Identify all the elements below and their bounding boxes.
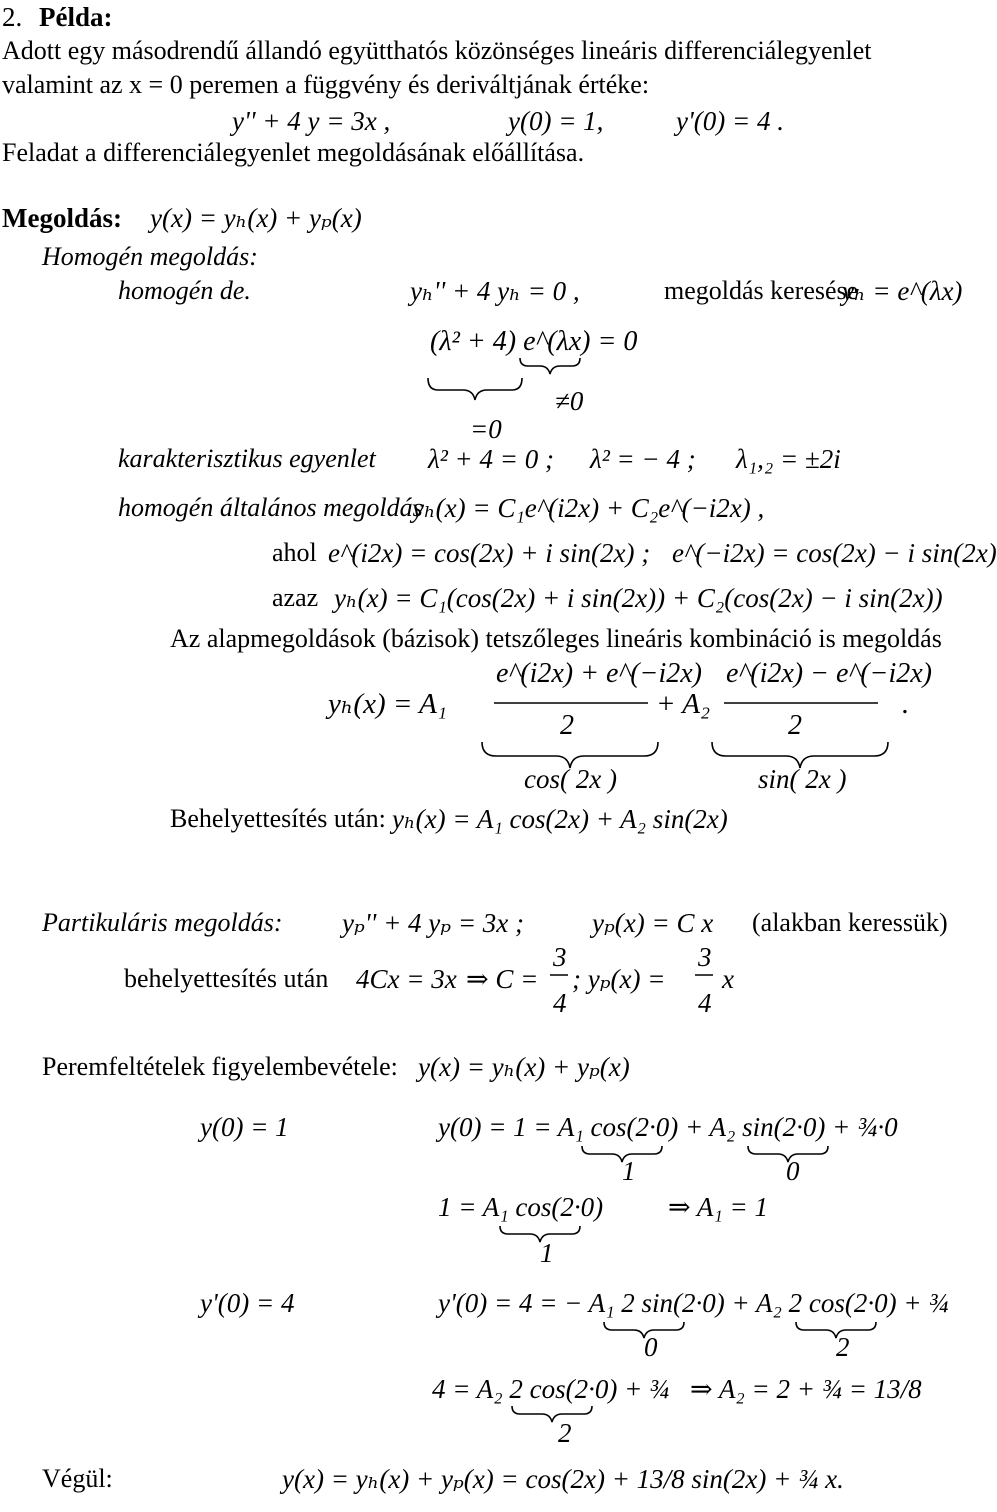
condition-2-brace-value-1: 0 <box>644 1332 658 1362</box>
brace-label-sin: sin( 2x ) <box>758 764 847 794</box>
underbrace-factor <box>428 378 522 400</box>
particular-substitution-label: behelyettesítés után <box>124 964 329 993</box>
combination-denominator-2: 2 <box>788 710 802 741</box>
ahol-label: ahol <box>272 538 317 567</box>
combination-denominator-1: 2 <box>560 710 574 741</box>
not-zero-mark: ≠0 <box>555 386 584 416</box>
particular-equation: yₚ'' + 4 yₚ = 3x ; <box>342 908 525 938</box>
particular-ansatz: yₚ(x) = C x <box>592 908 714 938</box>
final-label: Végül: <box>42 1464 113 1493</box>
condition-2-result: 4 = A₂ 2 cos(2·0) + ¾ <box>432 1374 670 1404</box>
equals-zero-mark: =0 <box>470 414 502 444</box>
condition-2: y'(0) = 4 <box>200 1288 295 1318</box>
general-solution-label: homogén általános megoldás <box>118 493 423 522</box>
given-condition-1: y(0) = 1, <box>508 106 604 136</box>
intro-line-2: valamint az x = 0 peremen a függvény és deriváltjának értéke: <box>2 70 650 99</box>
basis-text: Az alapmegoldások (bázisok) tetszőleges lineáris kombináció is megoldás <box>170 624 942 653</box>
characteristic-eq-3: λ₁,₂ = ±2i <box>736 444 841 474</box>
particular-result-x: x <box>722 964 734 994</box>
final-equation: y(x) = yₕ(x) + yₚ(x) = cos(2x) + 13/8 sin(2x) + ¾ x. <box>282 1464 844 1494</box>
euler-formula-2: e^(−i2x) = cos(2x) − i sin(2x) <box>672 538 997 568</box>
condition-2-brace-value-3: 2 <box>558 1418 572 1448</box>
characteristic-eq-2: λ² = − 4 ; <box>590 444 696 474</box>
underbrace-c2-result <box>512 1406 592 1422</box>
substitution-equation: yₕ(x) = A₁ cos(2x) + A₂ sin(2x) <box>392 804 728 834</box>
condition-1-final: ⇒ A₁ = 1 <box>668 1192 768 1222</box>
condition-1-equation: y(0) = 1 = A₁ cos(2·0) + A₂ sin(2·0) + ¾·0 <box>438 1112 898 1142</box>
factor-equation: (λ² + 4) e^(λx) = 0 <box>430 326 638 357</box>
combination-numerator-1: e^(i2x) + e^(−i2x) <box>496 658 702 689</box>
given-condition-2: y'(0) = 4 . <box>676 106 784 136</box>
boundary-heading-equation: y(x) = yₕ(x) + yₚ(x) <box>418 1052 630 1082</box>
combination-plus: + A₂ <box>656 688 711 720</box>
underbrace-exponential <box>520 358 580 374</box>
condition-1-brace-value-1: 1 <box>622 1156 636 1186</box>
homogeneous-de-label: homogén de. <box>118 276 251 305</box>
example-heading <box>2 4 113 31</box>
solution-equation: y(x) = yₕ(x) + yₚ(x) <box>150 203 362 233</box>
example-label: Példa: <box>39 2 113 32</box>
intro-line-1: Adott egy másodrendű állandó együtthatós közönséges lineáris differenciálegyenlet <box>2 36 872 65</box>
condition-1: y(0) = 1 <box>200 1112 289 1142</box>
characteristic-label: karakterisztikus egyenlet <box>118 444 376 473</box>
solution-label: Megoldás: <box>2 203 122 233</box>
homogeneous-de-equation: yₕ'' + 4 yₕ = 0 , <box>410 276 580 306</box>
condition-1-result: 1 = A₁ cos(2·0) <box>438 1192 604 1222</box>
azaz-label: azaz <box>272 583 319 612</box>
search-equation: yₕ = e^(λx) <box>842 276 963 306</box>
particular-heading: Partikuláris megoldás: <box>42 908 283 937</box>
general-solution-equation: yₕ(x) = C₁e^(i2x) + C₂e^(−i2x) , <box>412 493 765 523</box>
brace-label-cos: cos( 2x ) <box>524 764 617 794</box>
particular-frac-numerator-2: 3 <box>698 942 712 972</box>
particular-result-c: ⇒ C = <box>466 964 539 994</box>
condition-1-brace-value-3: 1 <box>540 1238 554 1268</box>
azaz-equation: yₕ(x) = C₁(cos(2x) + i sin(2x)) + C₂(cos(2x) − i sin(2x)) <box>334 583 943 613</box>
euler-formula-1: e^(i2x) = cos(2x) + i sin(2x) ; <box>328 538 651 568</box>
example-number: 2. <box>2 2 23 32</box>
particular-frac-denominator-1: 4 <box>553 988 567 1018</box>
combination-numerator-2: e^(i2x) − e^(−i2x) <box>726 658 932 689</box>
particular-frac-numerator-1: 3 <box>553 942 567 972</box>
homogeneous-heading: Homogén megoldás: <box>42 242 258 271</box>
given-ode: y'' + 4 y = 3x , <box>232 106 391 136</box>
particular-substitution-equation: 4Cx = 3x <box>356 964 457 994</box>
boundary-heading: Peremfeltételek figyelembevétele: <box>42 1052 398 1081</box>
combination-lhs: yₕ(x) = A₁ <box>328 688 447 720</box>
particular-ansatz-note: (alakban keressük) <box>752 908 948 937</box>
search-label: megoldás keresése <box>664 276 859 305</box>
substitution-label: Behelyettesítés után: <box>170 804 386 833</box>
task-text: Feladat a differenciálegyenlet megoldásának előállítása. <box>2 138 585 167</box>
condition-2-equation: y'(0) = 4 = − A₁ 2 sin(2·0) + A₂ 2 cos(2·0) + ¾ <box>438 1288 949 1318</box>
characteristic-eq-1: λ² + 4 = 0 ; <box>428 444 554 474</box>
combination-end: . <box>902 688 910 720</box>
condition-2-final: ⇒ A₂ = 2 + ¾ = 13/8 <box>690 1374 922 1404</box>
particular-frac-denominator-2: 4 <box>698 988 712 1018</box>
condition-2-brace-value-2: 2 <box>836 1332 850 1362</box>
condition-1-brace-value-2: 0 <box>786 1156 800 1186</box>
particular-result-yp: ; yₚ(x) = <box>572 964 666 994</box>
